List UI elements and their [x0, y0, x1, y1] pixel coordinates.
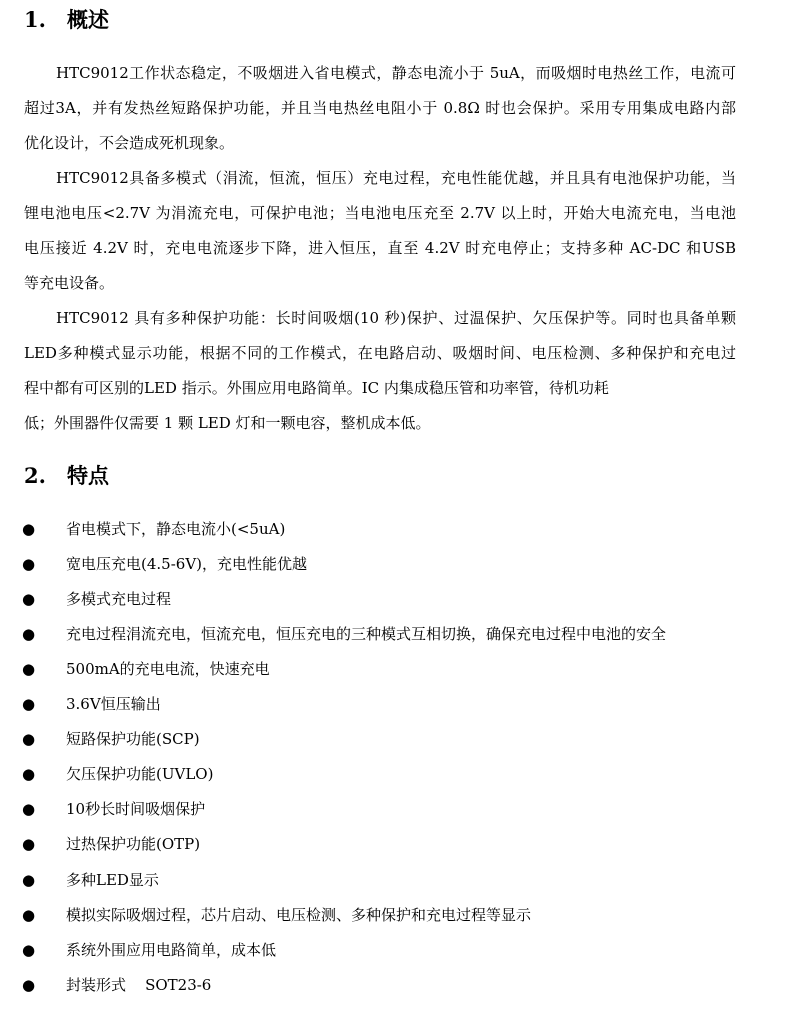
list-item-text: 充电过程涓流充电，恒流充电，恒压充电的三种模式互相切换，确保充电过程中电池的安全 [66, 625, 667, 643]
bullet-icon: ● [22, 800, 36, 818]
list-item-text: 宽电压充电(4.5-6V)，充电性能优越 [66, 555, 308, 573]
list-item-text: 封装形式 SOT23-6 [66, 976, 212, 994]
list-item-text: 欠压保护功能(UVLO) [66, 765, 214, 783]
paragraph-line: 程中都有可区别的LED 指示。外围应用电路简单。IC 内集成稳压管和功率管，待机功耗 [24, 379, 609, 397]
list-item-text: 10秒长时间吸烟保护 [66, 800, 206, 818]
section-number: 2. [24, 463, 46, 488]
paragraph-line: 低；外围器件仅需要 1 颗 LED 灯和一颗电容，整机成本低。 [24, 414, 431, 432]
bullet-icon: ● [22, 730, 36, 748]
section-number: 1. [24, 7, 46, 32]
bullet-icon: ● [22, 520, 36, 538]
bullet-icon: ● [22, 976, 36, 994]
section-title: 概述 [67, 7, 109, 32]
bullet-icon: ● [22, 871, 36, 889]
bullet-icon: ● [22, 660, 36, 678]
section-title: 特点 [67, 463, 109, 488]
section-heading-features [24, 462, 109, 490]
paragraph-line: 等充电设备。 [24, 274, 115, 292]
list-item-text: 短路保护功能(SCP) [66, 730, 200, 748]
list-item-text: 3.6V恒压输出 [66, 695, 161, 713]
paragraph-line: HTC9012工作状态稳定，不吸烟进入省电模式，静态电流小于 5uA，而吸烟时电热丝工作，电流可 [56, 64, 736, 82]
list-item-text: 省电模式下，静态电流小(<5uA) [66, 520, 286, 538]
list-item-text: 过热保护功能(OTP) [66, 835, 201, 853]
bullet-icon: ● [22, 765, 36, 783]
paragraph-line: 优化设计，不会造成死机现象。 [24, 134, 235, 152]
list-item-text: 多模式充电过程 [66, 590, 172, 608]
paragraph-line: 锂电池电压<2.7V 为涓流充电，可保护电池；当电池电压充至 2.7V 以上时，开始大电流充电，当电池 [24, 204, 736, 222]
list-item-text: 500mA的充电电流，快速充电 [66, 660, 270, 678]
paragraph-line: LED多种模式显示功能，根据不同的工作模式，在电路启动、吸烟时间、电压检测、多种保护和充电过 [24, 344, 736, 362]
bullet-icon: ● [22, 695, 36, 713]
list-item-text: 模拟实际吸烟过程，芯片启动、电压检测、多种保护和充电过程等显示 [66, 906, 532, 924]
bullet-icon: ● [22, 906, 36, 924]
list-item-text: 多种LED显示 [66, 871, 159, 889]
bullet-icon: ● [22, 835, 36, 853]
bullet-icon: ● [22, 555, 36, 573]
bullet-icon: ● [22, 625, 36, 643]
bullet-icon: ● [22, 941, 36, 959]
paragraph-line: 超过3A，并有发热丝短路保护功能，并且当电热丝电阻小于 0.8Ω 时也会保护。采用专用集成电路内部 [24, 99, 736, 117]
paragraph-line: HTC9012 具有多种保护功能：长时间吸烟(10 秒)保护、过温保护、欠压保护等。同时也具备单颗 [56, 309, 736, 327]
bullet-icon: ● [22, 590, 36, 608]
section-heading-overview [24, 6, 109, 34]
paragraph-line: HTC9012具备多模式（涓流，恒流，恒压）充电过程，充电性能优越，并且具有电池保护功能，当 [56, 169, 736, 187]
list-item-text: 系统外围应用电路简单，成本低 [66, 941, 277, 959]
paragraph-line: 电压接近 4.2V 时，充电电流逐步下降，进入恒压，直至 4.2V 时充电停止；支持多种 AC-DC 和USB [24, 239, 736, 257]
